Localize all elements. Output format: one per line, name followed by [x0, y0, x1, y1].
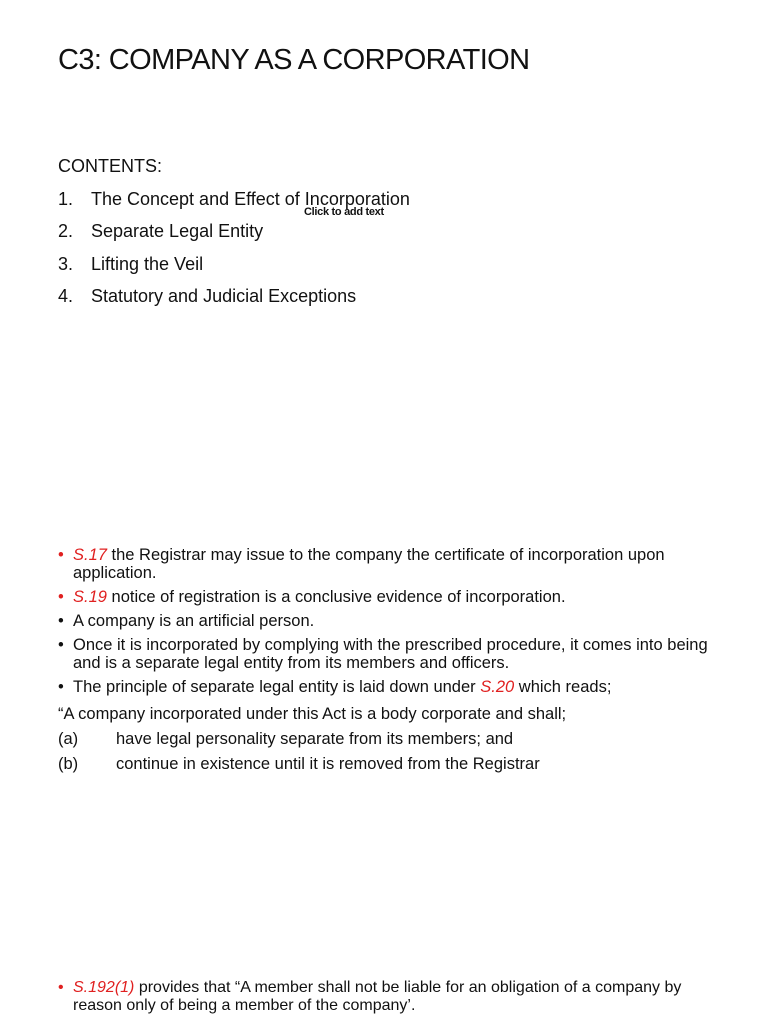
- slide-title: C3: COMPANY AS A CORPORATION: [58, 44, 530, 76]
- clause-text: have legal personality separate from its members; and: [116, 730, 514, 748]
- bullet-text: provides that “A member shall not be liable for an obligation of a company by reason only of being a member of the company’.: [73, 979, 682, 1014]
- contents-block: [58, 150, 410, 313]
- section-reference: S.19: [73, 588, 107, 606]
- list-number: 4.: [58, 286, 74, 306]
- list-text: Separate Legal Entity: [91, 221, 264, 241]
- bullet-dot: •: [58, 612, 64, 630]
- section-reference: S.192(1): [73, 979, 135, 996]
- bullet-dot: •: [58, 588, 64, 606]
- bullet-text: Once it is incorporated by complying with the prescribed procedure, it comes into being and is a separate legal entity from its members and officers.: [73, 636, 708, 672]
- list-number: 2.: [58, 221, 74, 241]
- bullet-line: [58, 979, 698, 1015]
- list-item: [58, 280, 410, 313]
- slide-1: [0, 0, 768, 505]
- bullet-s20: [58, 678, 708, 696]
- list-number: 1.: [58, 188, 74, 209]
- list-text: The Concept and Effect of Incorporation: [91, 188, 410, 209]
- list-item: [58, 215, 410, 248]
- clause-text: continue in existence until it is removed from the Registrar: [116, 755, 540, 773]
- bullet-dot: •: [58, 546, 64, 564]
- list-number: 3.: [58, 253, 74, 274]
- statute-quote: “A company incorporated under this Act is a body corporate and shall;: [58, 705, 567, 723]
- contents-heading: CONTENTS:: [58, 156, 163, 176]
- list-text: Statutory and Judicial Exceptions: [91, 286, 357, 306]
- bullet-text: notice of registration is a conclusive evidence of incorporation.: [106, 588, 566, 606]
- clause-item: [58, 727, 708, 752]
- contents-list: [58, 183, 410, 313]
- bullet-s19: [58, 588, 708, 606]
- bullet-list: [58, 546, 708, 777]
- bullet-text: which reads;: [514, 678, 612, 696]
- bullet-incorporation: [58, 636, 708, 672]
- bullet-text: A company is an artificial person.: [73, 612, 315, 630]
- clause-item: [58, 752, 708, 777]
- clause-label: (b): [58, 755, 79, 773]
- bullet-s192: [58, 979, 698, 1015]
- bullet-dot: •: [58, 636, 64, 654]
- slide-3: [0, 945, 768, 1024]
- bullet-s17: [58, 546, 708, 582]
- list-text: Lifting the Veil: [91, 253, 204, 274]
- bullet-artificial-person: [58, 612, 708, 630]
- section-reference: S.17: [73, 546, 107, 564]
- bullet-text: the Registrar may issue to the company the certificate of incorporation upon application.: [73, 546, 665, 582]
- slide-2: [0, 505, 768, 945]
- list-item: [58, 248, 410, 281]
- bullet-dot: •: [58, 678, 64, 696]
- bullet-text: The principle of separate legal entity is laid down under: [73, 678, 481, 696]
- section-reference: S.20: [480, 678, 515, 696]
- add-text-placeholder[interactable]: Click to add text: [304, 206, 384, 218]
- clause-label: (a): [58, 730, 79, 748]
- bullet-dot: •: [58, 979, 64, 996]
